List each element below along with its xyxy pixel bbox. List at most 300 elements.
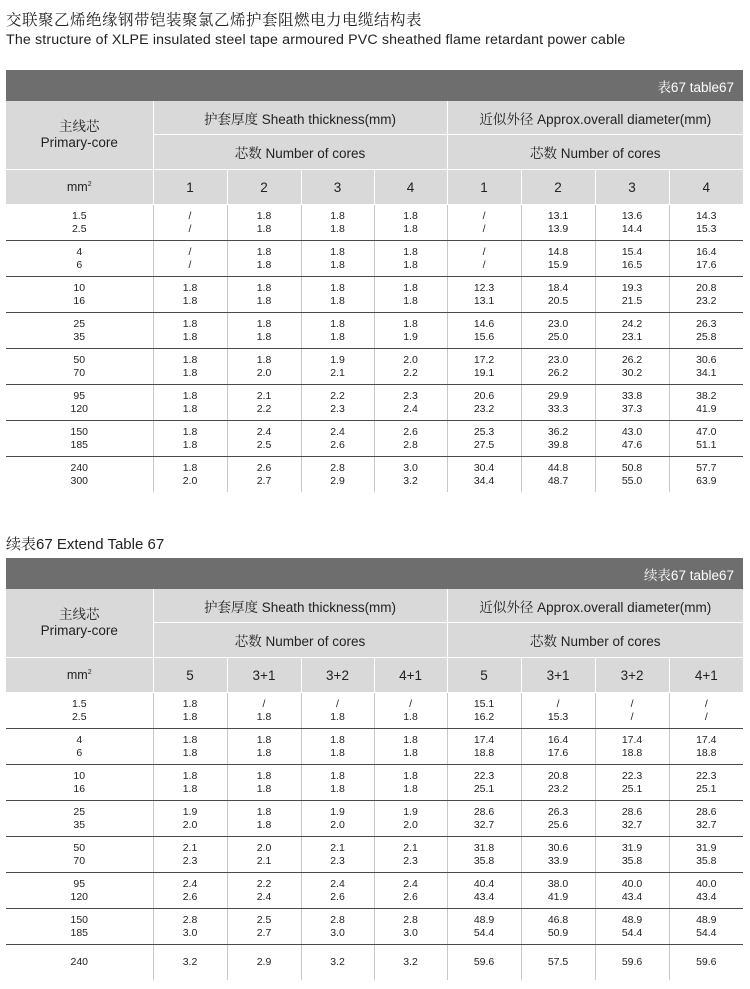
cell-value: 15.3 (547, 710, 569, 723)
value-cell (521, 909, 595, 945)
cell-value: 23.2 (547, 782, 569, 795)
cross-section-cell (6, 729, 153, 765)
value-cell (669, 765, 743, 801)
value-cell (227, 729, 301, 765)
cell-value: 10 (73, 770, 86, 782)
cell-value: 2.6 (403, 426, 418, 438)
value-cell (669, 837, 743, 873)
value-cell (595, 801, 669, 837)
overall-diameter-header: 近似外径 Approx.overall diameter(mm) (447, 101, 743, 135)
value-cell (374, 277, 447, 313)
structure-table (6, 101, 743, 492)
value-cell (374, 241, 447, 277)
cell-value: 15.9 (547, 258, 569, 271)
cell-value: 43.4 (621, 890, 643, 903)
value-cell (521, 349, 595, 385)
table-row (6, 205, 743, 241)
cell-value: 1.8 (256, 330, 272, 343)
cell-value: 3.0 (403, 926, 418, 939)
value-cell (301, 457, 374, 493)
value-cell (374, 729, 447, 765)
value-cell (153, 313, 227, 349)
value-cell (447, 909, 521, 945)
cell-value: 54.4 (473, 926, 495, 939)
cell-value: 2.9 (330, 474, 345, 487)
value-cell (301, 909, 374, 945)
cell-value: 1.8 (330, 782, 345, 795)
cell-value: 3.0 (182, 926, 198, 939)
cell-value: 1.8 (403, 282, 418, 294)
cell-value: 1.8 (403, 746, 418, 759)
cell-value: 39.8 (547, 438, 569, 451)
cell-value: 30.4 (473, 462, 495, 474)
cell-value: 13.1 (473, 294, 495, 307)
cross-section-cell (6, 313, 153, 349)
cell-value: 26.2 (621, 354, 643, 366)
cell-value: 2.4 (330, 878, 345, 890)
value-cell (301, 765, 374, 801)
cell-value: 14.4 (621, 222, 643, 235)
cell-value: 2.1 (256, 854, 272, 867)
value-cell (669, 909, 743, 945)
value-cell (153, 349, 227, 385)
value-cell (301, 313, 374, 349)
cell-value: 2.0 (403, 818, 418, 831)
value-cell (521, 457, 595, 493)
cell-value: 70 (73, 854, 86, 867)
table-row (6, 241, 743, 277)
cell-value: 32.7 (621, 818, 643, 831)
value-cell (374, 205, 447, 241)
unit-superscript: 2 (87, 668, 92, 676)
value-cell (301, 349, 374, 385)
page-title-cn: 交联聚乙烯绝缘钢带铠装聚氯乙烯护套阻燃电力电缆结构表 (6, 12, 423, 29)
core-count-header: 1 (447, 170, 521, 205)
table-label: 续表67 table67 (643, 567, 734, 583)
cell-value: 17.6 (696, 258, 717, 271)
cell-value: 1.8 (403, 770, 418, 782)
core-count-header: 4+1 (669, 658, 743, 693)
cell-value: 15.3 (696, 222, 717, 235)
cell-value: 1.8 (182, 402, 198, 415)
cell-value: 2.3 (403, 390, 418, 402)
value-cell (153, 837, 227, 873)
value-cell (374, 873, 447, 909)
cell-value: 1.8 (182, 746, 198, 759)
cell-value: 55.0 (621, 474, 643, 487)
cell-value: 1.8 (403, 710, 418, 723)
value-cell (447, 349, 521, 385)
cell-value: 12.3 (473, 282, 495, 294)
cell-value: 2.0 (256, 366, 272, 379)
cell-value: 1.8 (330, 258, 345, 271)
value-cell (301, 801, 374, 837)
cell-value: 38.0 (547, 878, 569, 890)
cell-value: 185 (70, 438, 89, 451)
table-row (6, 729, 743, 765)
cell-value: 34.1 (696, 366, 717, 379)
cell-value: 2.4 (182, 878, 198, 890)
value-cell (447, 945, 521, 981)
value-cell (447, 277, 521, 313)
cell-value: 59.6 (621, 956, 643, 969)
cell-value: 2.3 (330, 854, 345, 867)
cell-value: 59.6 (473, 956, 495, 969)
value-cell (669, 945, 743, 981)
number-of-cores-header: 芯数 Number of cores (447, 135, 743, 170)
cell-value: 26.3 (696, 318, 717, 330)
value-cell (595, 421, 669, 457)
value-cell (374, 457, 447, 493)
value-cell (669, 205, 743, 241)
cell-value: 33.8 (621, 390, 643, 402)
value-cell (669, 693, 743, 729)
value-cell (153, 457, 227, 493)
cross-section-cell (6, 693, 153, 729)
core-count-header: 3+1 (521, 658, 595, 693)
cell-value: 1.8 (256, 258, 272, 271)
cell-value: 36.2 (547, 426, 569, 438)
cell-value: 22.3 (473, 770, 495, 782)
cell-value: 3.2 (182, 956, 198, 969)
cell-value: 2.4 (330, 426, 345, 438)
cell-value: 35.8 (696, 854, 717, 867)
primary-core-header (6, 589, 153, 658)
cell-value: 3.2 (330, 956, 345, 969)
value-cell (669, 349, 743, 385)
table-body (6, 205, 743, 493)
cell-value: / (188, 246, 192, 258)
value-cell (227, 349, 301, 385)
cross-section-cell (6, 837, 153, 873)
cell-value: 1.8 (403, 210, 418, 222)
cell-value: 44.8 (547, 462, 569, 474)
unit-label: mm (66, 180, 88, 194)
primary-core-cn: 主线芯 (59, 607, 100, 622)
table-label: 表67 table67 (657, 79, 734, 95)
cell-value: 30.2 (621, 366, 643, 379)
cell-value: 1.9 (182, 806, 198, 818)
cell-value: 23.0 (547, 354, 569, 366)
value-cell (301, 241, 374, 277)
value-cell (153, 385, 227, 421)
cell-value: 1.9 (330, 806, 345, 818)
core-count-header: 2 (521, 170, 595, 205)
cell-value: 2.5 (256, 914, 272, 926)
cell-value: 1.8 (182, 438, 198, 451)
cell-value: 1.8 (182, 330, 198, 343)
value-cell (301, 205, 374, 241)
table-body (6, 693, 743, 981)
cell-value: 300 (70, 474, 89, 487)
cell-value: 150 (70, 426, 89, 438)
cell-value: 43.0 (621, 426, 643, 438)
value-cell (227, 421, 301, 457)
value-cell (595, 765, 669, 801)
cell-value: / (630, 710, 634, 723)
cell-value: / (262, 698, 266, 710)
table-row (6, 909, 743, 945)
cell-value: 2.4 (256, 890, 272, 903)
cell-value: 1.8 (256, 246, 272, 258)
value-cell (227, 457, 301, 493)
cell-value: 25 (73, 318, 86, 330)
cell-value: 1.8 (330, 282, 345, 294)
value-cell (153, 873, 227, 909)
number-of-cores-header: 芯数 Number of cores (447, 623, 743, 658)
cell-value: 1.8 (330, 734, 345, 746)
cell-value: 18.4 (547, 282, 569, 294)
cell-value: 2.8 (403, 438, 418, 451)
cell-value: 1.8 (256, 210, 272, 222)
value-cell (227, 385, 301, 421)
cross-section-cell (6, 909, 153, 945)
cell-value: 35.8 (621, 854, 643, 867)
cell-value: 25.0 (547, 330, 569, 343)
cell-value: 20.8 (547, 770, 569, 782)
cell-value: 25 (73, 806, 86, 818)
cell-value: 150 (70, 914, 89, 926)
cell-value: 48.9 (621, 914, 643, 926)
cell-value: 18.8 (696, 746, 717, 759)
sheath-thickness-header: 护套厚度 Sheath thickness(mm) (153, 101, 447, 135)
table-row (6, 837, 743, 873)
cell-value: / (409, 698, 412, 710)
value-cell (301, 729, 374, 765)
table-row (6, 801, 743, 837)
cell-value: 1.8 (256, 710, 272, 723)
primary-core-en: Primary-core (40, 135, 118, 150)
table-row (6, 349, 743, 385)
unit-header (6, 658, 153, 693)
cell-value: 2.1 (403, 842, 418, 854)
table-label-bar (6, 558, 743, 589)
cell-value: 41.9 (547, 890, 569, 903)
cell-value: 1.8 (256, 770, 272, 782)
value-cell (669, 385, 743, 421)
page-title-en: The structure of XLPE insulated steel tape armoured PVC sheathed flame retardant power cable (6, 32, 626, 48)
extend-table-title: 续表67 Extend Table 67 (6, 536, 165, 553)
cross-section-cell (6, 945, 153, 981)
cell-value: 185 (70, 926, 89, 939)
table-row (6, 765, 743, 801)
cell-value: 32.7 (473, 818, 495, 831)
cell-value: 17.4 (696, 734, 717, 746)
table-row (6, 421, 743, 457)
value-cell (521, 765, 595, 801)
value-cell (595, 693, 669, 729)
primary-core-header (6, 101, 153, 170)
value-cell (447, 385, 521, 421)
cell-value: 70 (73, 366, 86, 379)
cell-value: 95 (73, 390, 86, 402)
value-cell (374, 909, 447, 945)
core-count-header: 3+2 (301, 658, 374, 693)
cell-value: 1.8 (182, 698, 198, 710)
cell-value: 1.8 (256, 782, 272, 795)
cell-value: 16 (73, 782, 86, 795)
cell-value: 1.8 (182, 354, 198, 366)
value-cell (227, 801, 301, 837)
cell-value: 1.5 (71, 698, 87, 710)
core-count-header: 5 (153, 658, 227, 693)
cell-value: 1.8 (330, 246, 345, 258)
value-cell (669, 873, 743, 909)
cell-value: 40.0 (621, 878, 643, 890)
value-cell (227, 765, 301, 801)
cell-value: 1.8 (182, 426, 198, 438)
cell-value: / (188, 222, 192, 235)
cell-value: 34.4 (473, 474, 495, 487)
cell-value: 2.1 (182, 842, 198, 854)
cell-value: 1.8 (330, 710, 345, 723)
value-cell (669, 241, 743, 277)
value-cell (227, 873, 301, 909)
value-cell (153, 945, 227, 981)
cell-value: 14.6 (473, 318, 495, 330)
cell-value: 25.8 (696, 330, 717, 343)
cell-value: 2.4 (403, 402, 418, 415)
cell-value: 2.6 (182, 890, 198, 903)
cell-value: 1.8 (256, 818, 272, 831)
cell-value: 17.4 (621, 734, 643, 746)
value-cell (595, 873, 669, 909)
cell-value: 2.2 (256, 878, 272, 890)
cell-value: / (482, 210, 486, 222)
cell-value: 1.8 (256, 318, 272, 330)
number-of-cores-header: 芯数 Number of cores (153, 135, 447, 170)
cell-value: 41.9 (696, 402, 717, 415)
value-cell (227, 945, 301, 981)
cell-value: / (482, 222, 486, 235)
cell-value: 1.8 (330, 222, 345, 235)
cell-value: 25.1 (696, 782, 717, 795)
cell-value: / (482, 246, 486, 258)
cell-value: 2.6 (330, 438, 345, 451)
cell-value: 2.3 (403, 854, 418, 867)
cell-value: 17.2 (473, 354, 495, 366)
cell-value: / (556, 698, 560, 710)
table-row (6, 873, 743, 909)
table-row (6, 945, 743, 981)
value-cell (374, 693, 447, 729)
cell-value: 24.2 (621, 318, 643, 330)
value-cell (669, 457, 743, 493)
cell-value: 1.8 (256, 282, 272, 294)
cell-value: 2.1 (330, 842, 345, 854)
value-cell (521, 241, 595, 277)
value-cell (595, 277, 669, 313)
cell-value: 2.5 (71, 710, 87, 723)
cell-value: 2.3 (330, 402, 345, 415)
cell-value: 30.6 (696, 354, 717, 366)
cell-value: 2.0 (403, 354, 418, 366)
value-cell (447, 801, 521, 837)
cell-value: 1.8 (330, 330, 345, 343)
cell-value: 2.1 (256, 390, 272, 402)
core-count-header: 1 (153, 170, 227, 205)
value-cell (227, 205, 301, 241)
cross-section-cell (6, 385, 153, 421)
core-count-header: 4 (669, 170, 743, 205)
value-cell (595, 313, 669, 349)
value-cell (301, 277, 374, 313)
value-cell (447, 873, 521, 909)
cell-value: 28.6 (473, 806, 495, 818)
cell-value: 2.4 (256, 426, 272, 438)
cell-value: 2.6 (330, 890, 345, 903)
cell-value: 2.5 (71, 222, 87, 235)
core-count-header: 3+2 (595, 658, 669, 693)
cell-value: 38.2 (696, 390, 717, 402)
value-cell (374, 313, 447, 349)
cross-section-cell (6, 765, 153, 801)
cell-value: 27.5 (473, 438, 495, 451)
value-cell (521, 729, 595, 765)
cell-value: 10 (73, 282, 86, 294)
cell-value: 1.8 (182, 282, 198, 294)
cell-value: 51.1 (696, 438, 717, 451)
cell-value: 1.8 (330, 770, 345, 782)
cross-section-cell (6, 421, 153, 457)
cell-value: 59.6 (696, 956, 717, 969)
value-cell (595, 349, 669, 385)
core-count-header: 5 (447, 658, 521, 693)
cell-value: 16.4 (547, 734, 569, 746)
value-cell (447, 765, 521, 801)
cell-value: 4 (76, 246, 83, 258)
cell-value: 2.8 (182, 914, 198, 926)
cell-value: 50.8 (621, 462, 643, 474)
value-cell (595, 837, 669, 873)
cell-value: 1.8 (182, 770, 198, 782)
cell-value: 1.8 (256, 746, 272, 759)
cell-value: 43.4 (473, 890, 495, 903)
cell-value: 2.8 (330, 462, 345, 474)
value-cell (447, 421, 521, 457)
cell-value: 1.8 (330, 746, 345, 759)
cell-value: 1.9 (403, 330, 418, 343)
value-cell (521, 313, 595, 349)
cell-value: 6 (76, 746, 83, 759)
value-cell (447, 313, 521, 349)
cell-value: 31.8 (473, 842, 495, 854)
cell-value: 15.1 (473, 698, 495, 710)
cell-value: 17.6 (547, 746, 569, 759)
value-cell (227, 837, 301, 873)
table-row (6, 693, 743, 729)
value-cell (595, 729, 669, 765)
cell-value: 1.8 (403, 258, 418, 271)
cell-value: 43.4 (696, 890, 717, 903)
cell-value: 28.6 (621, 806, 643, 818)
cross-section-cell (6, 873, 153, 909)
cell-value: 40.4 (473, 878, 495, 890)
overall-diameter-header: 近似外径 Approx.overall diameter(mm) (447, 589, 743, 623)
value-cell (153, 205, 227, 241)
cell-value: 37.3 (621, 402, 643, 415)
value-cell (669, 277, 743, 313)
cell-value: 46.8 (547, 914, 569, 926)
value-cell (227, 277, 301, 313)
cross-section-cell (6, 277, 153, 313)
cell-value: 120 (70, 890, 89, 903)
cell-value: 1.8 (182, 294, 198, 307)
value-cell (595, 909, 669, 945)
value-cell (153, 421, 227, 457)
value-cell (227, 693, 301, 729)
cell-value: 1.8 (330, 318, 345, 330)
